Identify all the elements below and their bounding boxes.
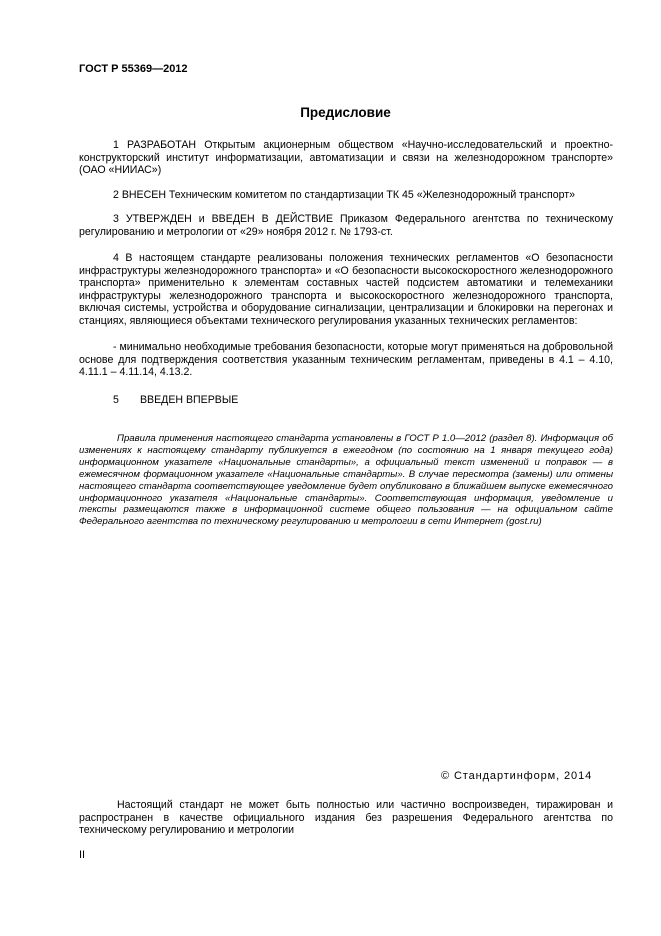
paragraph-safety-requirements: - минимально необходимые требования безопасности, которые могут применяться на добровольной основе для подтверждения соответствия указанным техническим регламентам, приведены в 4.1 – 4.10, 4.11.1 – 4.11.14, 4.13.2. (79, 341, 613, 379)
page-title: Предисловие (300, 105, 391, 120)
paragraph-developed-by: 1 РАЗРАБОТАН Открытым акционерным обществом «Научно-исследовательский и проектно-конструкторский институт информатизации, автоматизации и связи на железнодорожном транспорте» (ОАО «НИИАС») (79, 139, 613, 177)
paragraph-first-introduced (79, 394, 613, 407)
page-number: II (79, 849, 86, 861)
paragraph-number: 5 (113, 394, 119, 406)
application-rules-note: Правила применения настоящего стандарта установлены в ГОСТ Р 1.0—2012 (раздел 8). Информация об изменениях к настоящему стандарту публикуется в ежегодном (по состоянию на 1 января текущего года) информационном указателе «Национальные стандарты», а официальный текст изменений и поправок — в ежемесячном формационном указателе «Национальные стандарты». В случае пересмотра (замены) или отмены настоящего стандарта соответствующее уведомление будет опубликовано в ближайшем выпуске ежемесячного информационного указателя «Национальные стандарты». Соответствующая информация, уведомление и тексты размещаются также в информационной системе общего пользования — на официальном сайте Федерального агентства по техническому регулированию и метрологии в сети Интернет (gost.ru) (79, 433, 613, 528)
document-id: ГОСТ Р 55369—2012 (79, 63, 188, 75)
paragraph-introduced-by: 2 ВНЕСЕН Техническим комитетом по стандартизации ТК 45 «Железнодорожный транспорт» (113, 189, 575, 201)
reproduction-notice: Настоящий стандарт не может быть полностью или частично воспроизведен, тиражирован и распространен в качестве официального издания без разрешения Федерального агентства по техническому регулированию и метрологии (79, 799, 613, 837)
paragraph-text: ВВЕДЕН ВПЕРВЫЕ (139, 394, 239, 406)
paragraph-approved: 3 УТВЕРЖДЕН и ВВЕДЕН В ДЕЙСТВИЕ Приказом Федерального агентства по техническому регулированию и метрологии от «29» ноября 2012 г. № 1793-ст. (79, 213, 613, 238)
copyright: © Стандартинформ, 2014 (441, 770, 593, 782)
paragraph-regulations: 4 В настоящем стандарте реализованы положения технических регламентов «О безопасности инфраструктуры железнодорожного транспорта» и «О безопасности высокоскоростного железнодорожного транспорта» применительно к элементам составных частей подсистем автоматики и телемеханики инфраструктуры железнодорожного транспорта и высокоскоростного железнодорожного транспорта, включая системы, устройства и оборудование сигнализации, централизации и блокировки на перегонах и станциях, являющиеся объектами технического регулирования указанных технических регламентов: (79, 252, 613, 327)
